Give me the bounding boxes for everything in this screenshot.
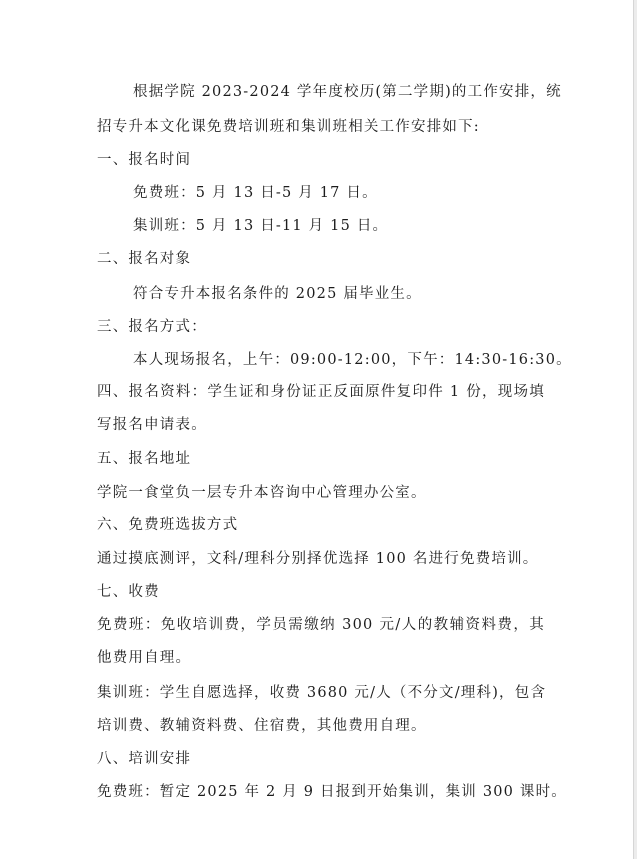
section-1-free-class: 免费班：5 月 13 日-5 月 17 日。 (133, 185, 378, 201)
section-2-text: 符合专升本报名条件的 2025 届毕业生。 (133, 286, 422, 302)
section-7-free-line-2: 他费用自理。 (97, 650, 192, 666)
section-5-heading: 五、报名地址 (97, 451, 192, 467)
intro-line-1: 根据学院 2023-2024 学年度校历(第二学期)的工作安排，统 (133, 84, 562, 100)
intro-line-2: 招专升本文化课免费培训班和集训班相关工作安排如下: (97, 119, 480, 135)
section-8-text: 免费班：暂定 2025 年 2 月 9 日报到开始集训，集训 300 课时。 (97, 784, 567, 800)
section-1-heading: 一、报名时间 (97, 152, 192, 168)
section-7-free-line-1: 免费班：免收培训费，学员需缴纳 300 元/人的教辅资料费，其 (97, 617, 545, 633)
section-7-intensive-line-2: 培训费、教辅资料费、住宿费，其他费用自理。 (97, 718, 427, 734)
section-7-heading: 七、收费 (97, 584, 160, 600)
section-3-heading: 三、报名方式： (97, 319, 207, 335)
section-5-text: 学院一食堂负一层专升本咨询中心管理办公室。 (97, 485, 427, 501)
section-6-text: 通过摸底测评，文科/理科分别择优选择 100 名进行免费培训。 (97, 551, 539, 567)
section-3-text: 本人现场报名，上午：09:00-12:00，下午：14:30-16:30。 (133, 352, 572, 368)
section-4-line-2: 写报名申请表。 (97, 417, 207, 433)
section-4-line-1: 四、报名资料：学生证和身份证正反面原件复印件 1 份，现场填 (97, 384, 545, 400)
section-6-heading: 六、免费班选拔方式 (97, 517, 239, 533)
section-1-intensive-class: 集训班：5 月 13 日-11 月 15 日。 (133, 218, 389, 234)
section-2-heading: 二、报名对象 (97, 251, 192, 267)
section-8-heading: 八、培训安排 (97, 751, 192, 767)
section-7-intensive-line-1: 集训班：学生自愿选择，收费 3680 元/人（不分文/理科)，包含 (97, 685, 547, 701)
